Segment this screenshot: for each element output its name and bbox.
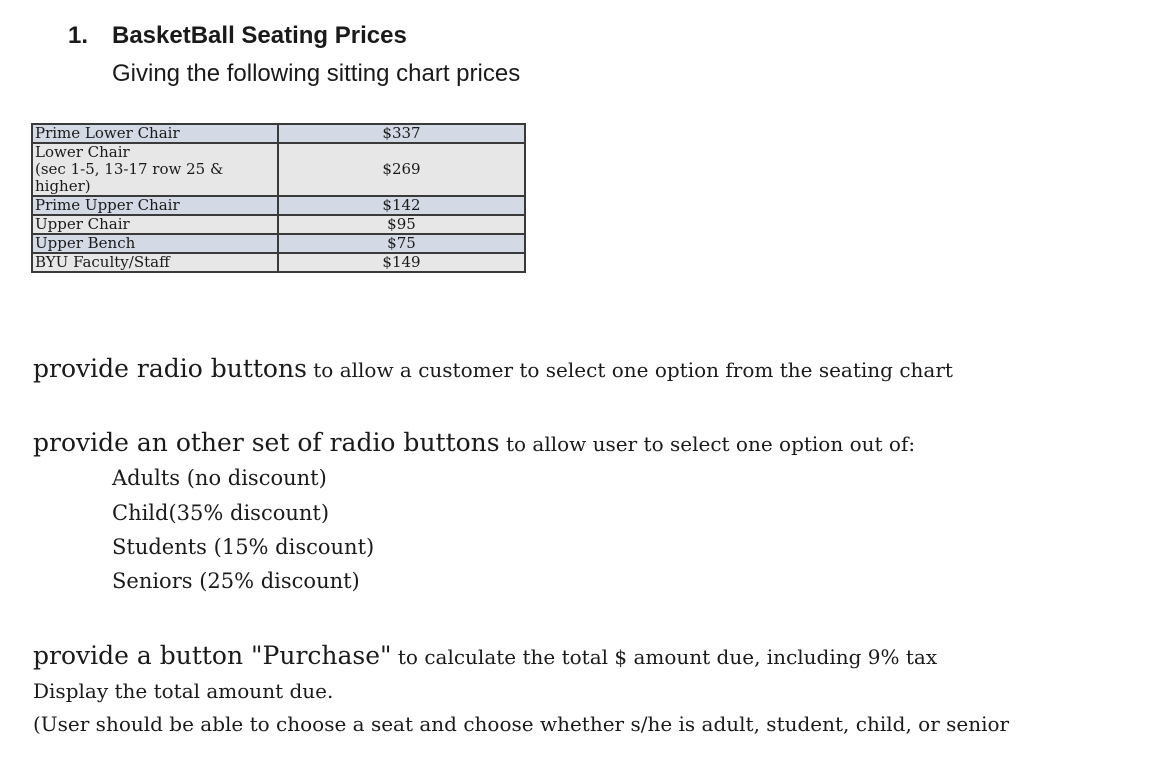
section-heading: [68, 22, 407, 50]
instruction-text: to calculate the total $ amount due, including 9% tax: [391, 645, 938, 669]
section-title: BasketBall Seating Prices: [112, 22, 407, 49]
instruction-note: (User should be able to choose a seat and choose whether s/he is adult, student, child, or senior: [33, 712, 1010, 736]
instruction-text: to allow user to select one option out of:: [499, 432, 916, 456]
seat-type-line: Lower Chair: [35, 143, 130, 161]
seating-price-table: [31, 123, 526, 273]
seat-type-cell: Prime Lower Chair: [32, 124, 278, 143]
instruction-radio-discount: [33, 428, 915, 457]
seat-type-cell: [32, 143, 278, 196]
table-row: [32, 124, 525, 143]
instruction-radio-seats: [33, 354, 953, 383]
seat-type-line: (sec 1-5, 13-17 row 25 &: [35, 160, 224, 178]
instruction-emphasis: provide a button "Purchase": [33, 641, 392, 670]
seat-type-line: higher): [35, 177, 91, 195]
instruction-emphasis: provide an other set of radio buttons: [33, 428, 500, 457]
instruction-display: Display the total amount due.: [33, 679, 334, 703]
seat-price-cell: $95: [278, 215, 525, 234]
seat-price-cell: $269: [278, 143, 525, 196]
table-row: [32, 253, 525, 272]
instruction-text: to allow a customer to select one option from the seating chart: [306, 358, 953, 382]
seat-type-cell: BYU Faculty/Staff: [32, 253, 278, 272]
seat-type-cell: Upper Bench: [32, 234, 278, 253]
table-row: [32, 234, 525, 253]
seat-type-cell: Prime Upper Chair: [32, 196, 278, 215]
section-number: 1.: [68, 22, 89, 49]
seat-price-cell: $75: [278, 234, 525, 253]
seat-price-cell: $142: [278, 196, 525, 215]
discount-option: Seniors (25% discount): [112, 569, 360, 593]
section-subtitle: Giving the following sitting chart prices: [112, 60, 521, 87]
table-row: [32, 215, 525, 234]
discount-option: Students (15% discount): [112, 535, 375, 559]
instruction-emphasis: provide radio buttons: [33, 354, 307, 383]
seat-price-cell: $337: [278, 124, 525, 143]
discount-option: Child(35% discount): [112, 501, 330, 525]
seat-price-cell: $149: [278, 253, 525, 272]
table-row: [32, 196, 525, 215]
discount-option: Adults (no discount): [112, 466, 327, 490]
instruction-purchase: [33, 641, 937, 670]
seat-type-cell: Upper Chair: [32, 215, 278, 234]
table-row: [32, 143, 525, 196]
